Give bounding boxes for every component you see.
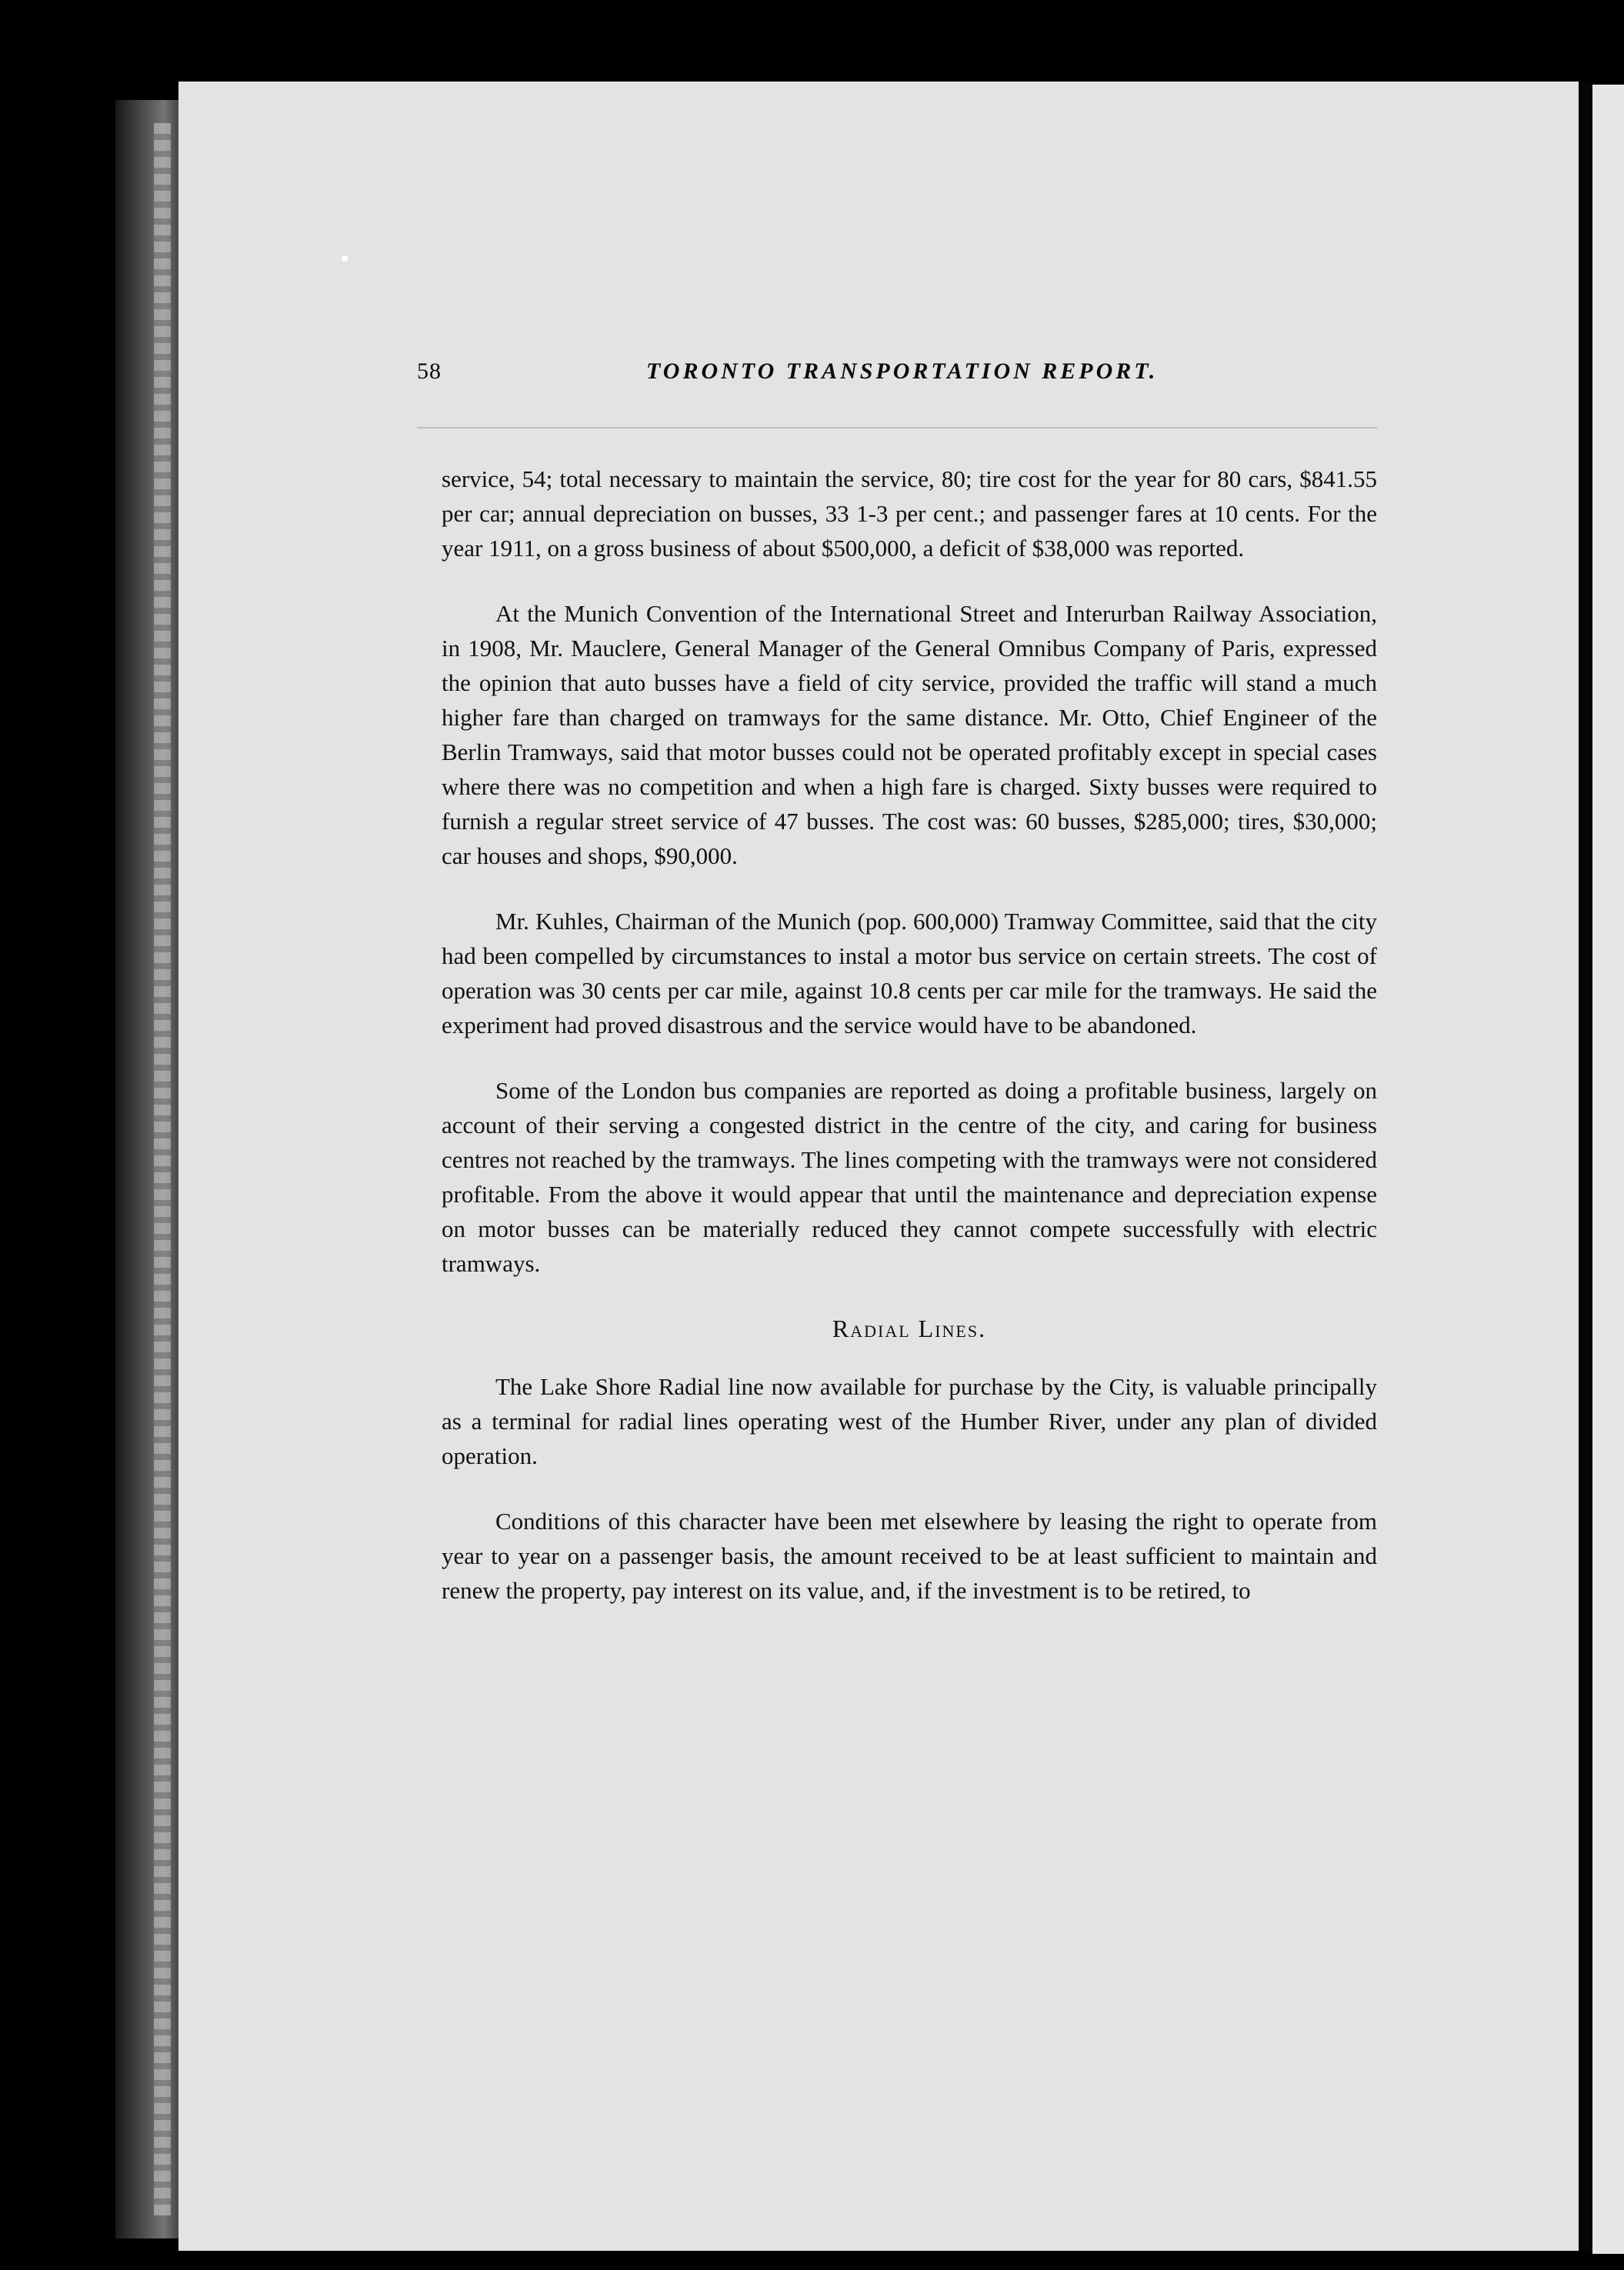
binding-edge	[154, 123, 171, 2215]
paragraph: Conditions of this character have been met elsewhere by leasing the right to operate from year to year on a passenger basis, the amount received to be at least sufficient to maintain and renew the property, pay interest on its value, and, if the investment is to be retired, to	[442, 1508, 1377, 1604]
header-rule	[417, 427, 1377, 428]
page-number: 58	[417, 358, 442, 384]
paragraph: At the Munich Convention of the International Street and Interurban Railway Association, in 1908, Mr. Mauclere, General Manager of the General Omnibus Company of Paris, expressed the opinion that auto busses have a field of city service, provided the traffic will stand a much higher fare than charged on tramways for the same distance. Mr. Otto, Chief Engineer of the Berlin Tramways, said that motor busses could not be operated profitably except in special cases where there was no competition and when a high fare is charged. Sixty busses were required to furnish a regular street service of 47 busses. The cost was: 60 busses, $285,000; tires, $30,000; car houses and shops, $90,000.	[442, 600, 1377, 869]
page-gutter	[1579, 82, 1592, 2251]
paragraph: service, 54; total necessary to maintain the service, 80; tire cost for the year for 80 cars, $841.55 per car; annual depreciation on busses, 33 1-3 per cent.; and passenger fares at 10 cents. For the year 1911, on a gross business of about $500,000, a deficit of $38,000 was reported.	[442, 465, 1377, 562]
paragraph: Some of the London bus companies are reported as doing a profitable business, largely on account of their serving a congested district in the centre of the city, and caring for business centres not reached by the tramways. The lines competing with the tramways were not considered profitable. From the above it would appear that until the maintenance and depreciation expense on motor busses can be materially reduced they cannot compete successfully with electric tramways.	[442, 1077, 1377, 1277]
page-header	[417, 358, 1377, 389]
section-heading: Radial Lines.	[832, 1315, 987, 1342]
book-binding	[115, 100, 185, 2238]
paragraph: Mr. Kuhles, Chairman of the Munich (pop. 600,000) Tramway Committee, said that the city had been compelled by circumstances to instal a motor bus service on certain streets. The cost of operation was 30 cents per car mile, against 10.8 cents per car mile for the tramways. He said the experiment had proved disastrous and the service would have to be abandoned.	[442, 908, 1377, 1038]
dust-speck	[342, 255, 348, 262]
facing-page-edge	[1592, 85, 1624, 2254]
running-title: TORONTO TRANSPORTATION REPORT.	[646, 358, 1159, 384]
body-text	[442, 462, 1377, 1638]
paragraph: The Lake Shore Radial line now available for purchase by the City, is valuable principally as a terminal for radial lines operating west of the Humber River, under any plan of divided operation.	[442, 1373, 1377, 1469]
